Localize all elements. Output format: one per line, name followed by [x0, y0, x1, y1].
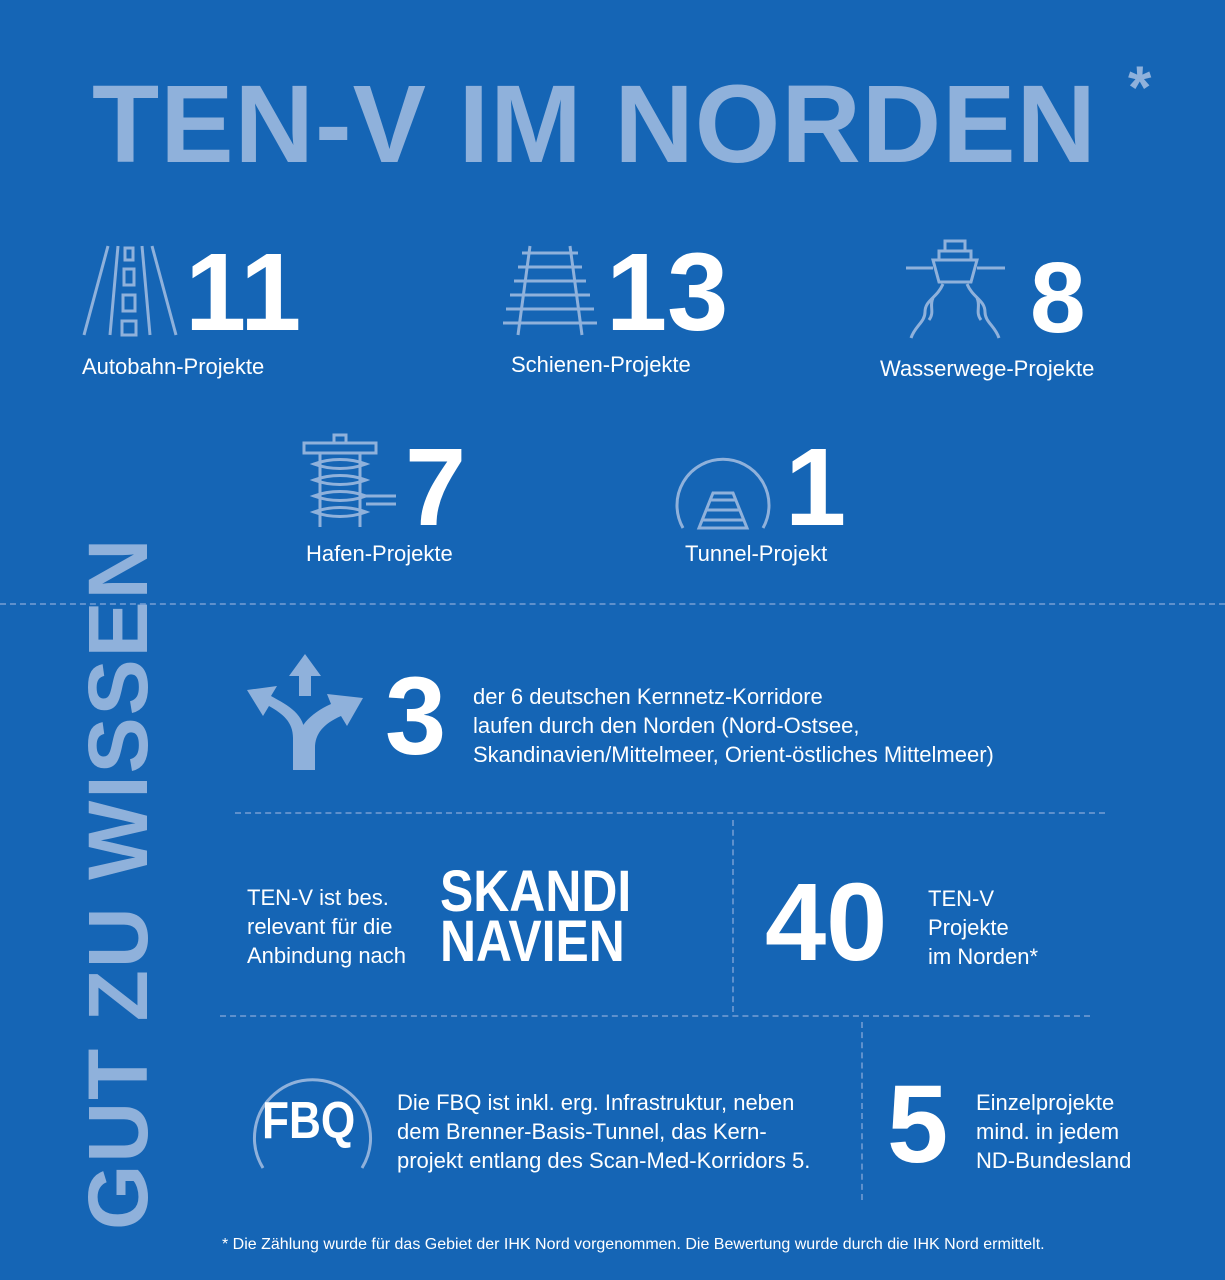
- projekte-text: [928, 884, 1038, 971]
- einzel-line-1: Einzelprojekte: [976, 1090, 1115, 1115]
- wasserwege-count: 8: [1030, 242, 1086, 354]
- split-arrows-icon: [243, 652, 368, 770]
- wasserwege-label: Wasserwege-Projekte: [880, 356, 1095, 381]
- fbq-text: [397, 1088, 810, 1175]
- skandinavien-word-1: SKANDI: [440, 859, 632, 924]
- projekte-line-3: im Norden*: [928, 944, 1039, 969]
- tunnel-label: Tunnel-Projekt: [685, 541, 828, 566]
- skandinavien-line-3: Anbindung nach: [247, 943, 407, 968]
- einzel-count: 5: [887, 1063, 949, 1186]
- grid-line-top: [235, 812, 1105, 814]
- fbq-line-3: projekt entlang des Scan-Med-Korridors 5.: [397, 1148, 811, 1173]
- grid-line-lower-vertical: [861, 1022, 863, 1200]
- title-asterisk: *: [1128, 54, 1152, 121]
- korridore-count: 3: [385, 655, 447, 778]
- hafen-count: 7: [405, 426, 467, 549]
- bollard-rope-icon: [300, 432, 400, 532]
- section-divider: [0, 603, 1225, 605]
- schienen-count: 13: [606, 231, 729, 354]
- page-title: TEN-V IM NORDEN: [92, 63, 1097, 186]
- projekte-line-1: TEN-V: [928, 886, 994, 911]
- ship-waterway-icon: [903, 238, 1008, 343]
- einzel-line-3: ND-Bundesland: [976, 1148, 1132, 1173]
- projekte-count: 40: [765, 861, 888, 984]
- korridore-text: [473, 682, 994, 769]
- schienen-label: Schienen-Projekte: [511, 352, 691, 377]
- korridore-line-1: der 6 deutschen Kernnetz-Korridore: [473, 684, 823, 709]
- einzel-text: [976, 1088, 1131, 1175]
- side-title: GUT ZU WISSEN: [71, 536, 165, 1230]
- autobahn-label: Autobahn-Projekte: [82, 354, 265, 379]
- hafen-label: Hafen-Projekte: [306, 541, 453, 566]
- skandinavien-word-2: NAVIEN: [440, 909, 625, 974]
- road-icon: [80, 243, 180, 338]
- skandinavien-line-2: relevant für die: [247, 914, 393, 939]
- skandinavien-text: [247, 883, 406, 970]
- tunnel-icon: [673, 428, 773, 533]
- fbq-badge-text: FBQ: [262, 1092, 356, 1150]
- rail-track-icon: [500, 243, 600, 338]
- tunnel-count: 1: [785, 426, 847, 549]
- korridore-line-2: laufen durch den Norden (Nord-Ostsee,: [473, 713, 860, 738]
- autobahn-count: 11: [185, 231, 302, 354]
- einzel-line-2: mind. in jedem: [976, 1119, 1120, 1144]
- grid-line-bottom: [220, 1015, 1090, 1017]
- skandinavien-line-1: TEN-V ist bes.: [247, 885, 389, 910]
- footnote: * Die Zählung wurde für das Gebiet der IHK Nord vorgenommen. Die Bewertung wurde durch die IHK Nord ermittelt.: [222, 1236, 1045, 1253]
- projekte-line-2: Projekte: [928, 915, 1009, 940]
- grid-line-middle-vertical: [732, 820, 734, 1012]
- korridore-line-3: Skandinavien/Mittelmeer, Orient-östliches Mittelmeer): [473, 742, 994, 767]
- fbq-line-1: Die FBQ ist inkl. erg. Infrastruktur, neben: [397, 1090, 795, 1115]
- skandinavien-highlight: [440, 859, 662, 974]
- fbq-line-2: dem Brenner-Basis-Tunnel, das Kern-: [397, 1119, 767, 1144]
